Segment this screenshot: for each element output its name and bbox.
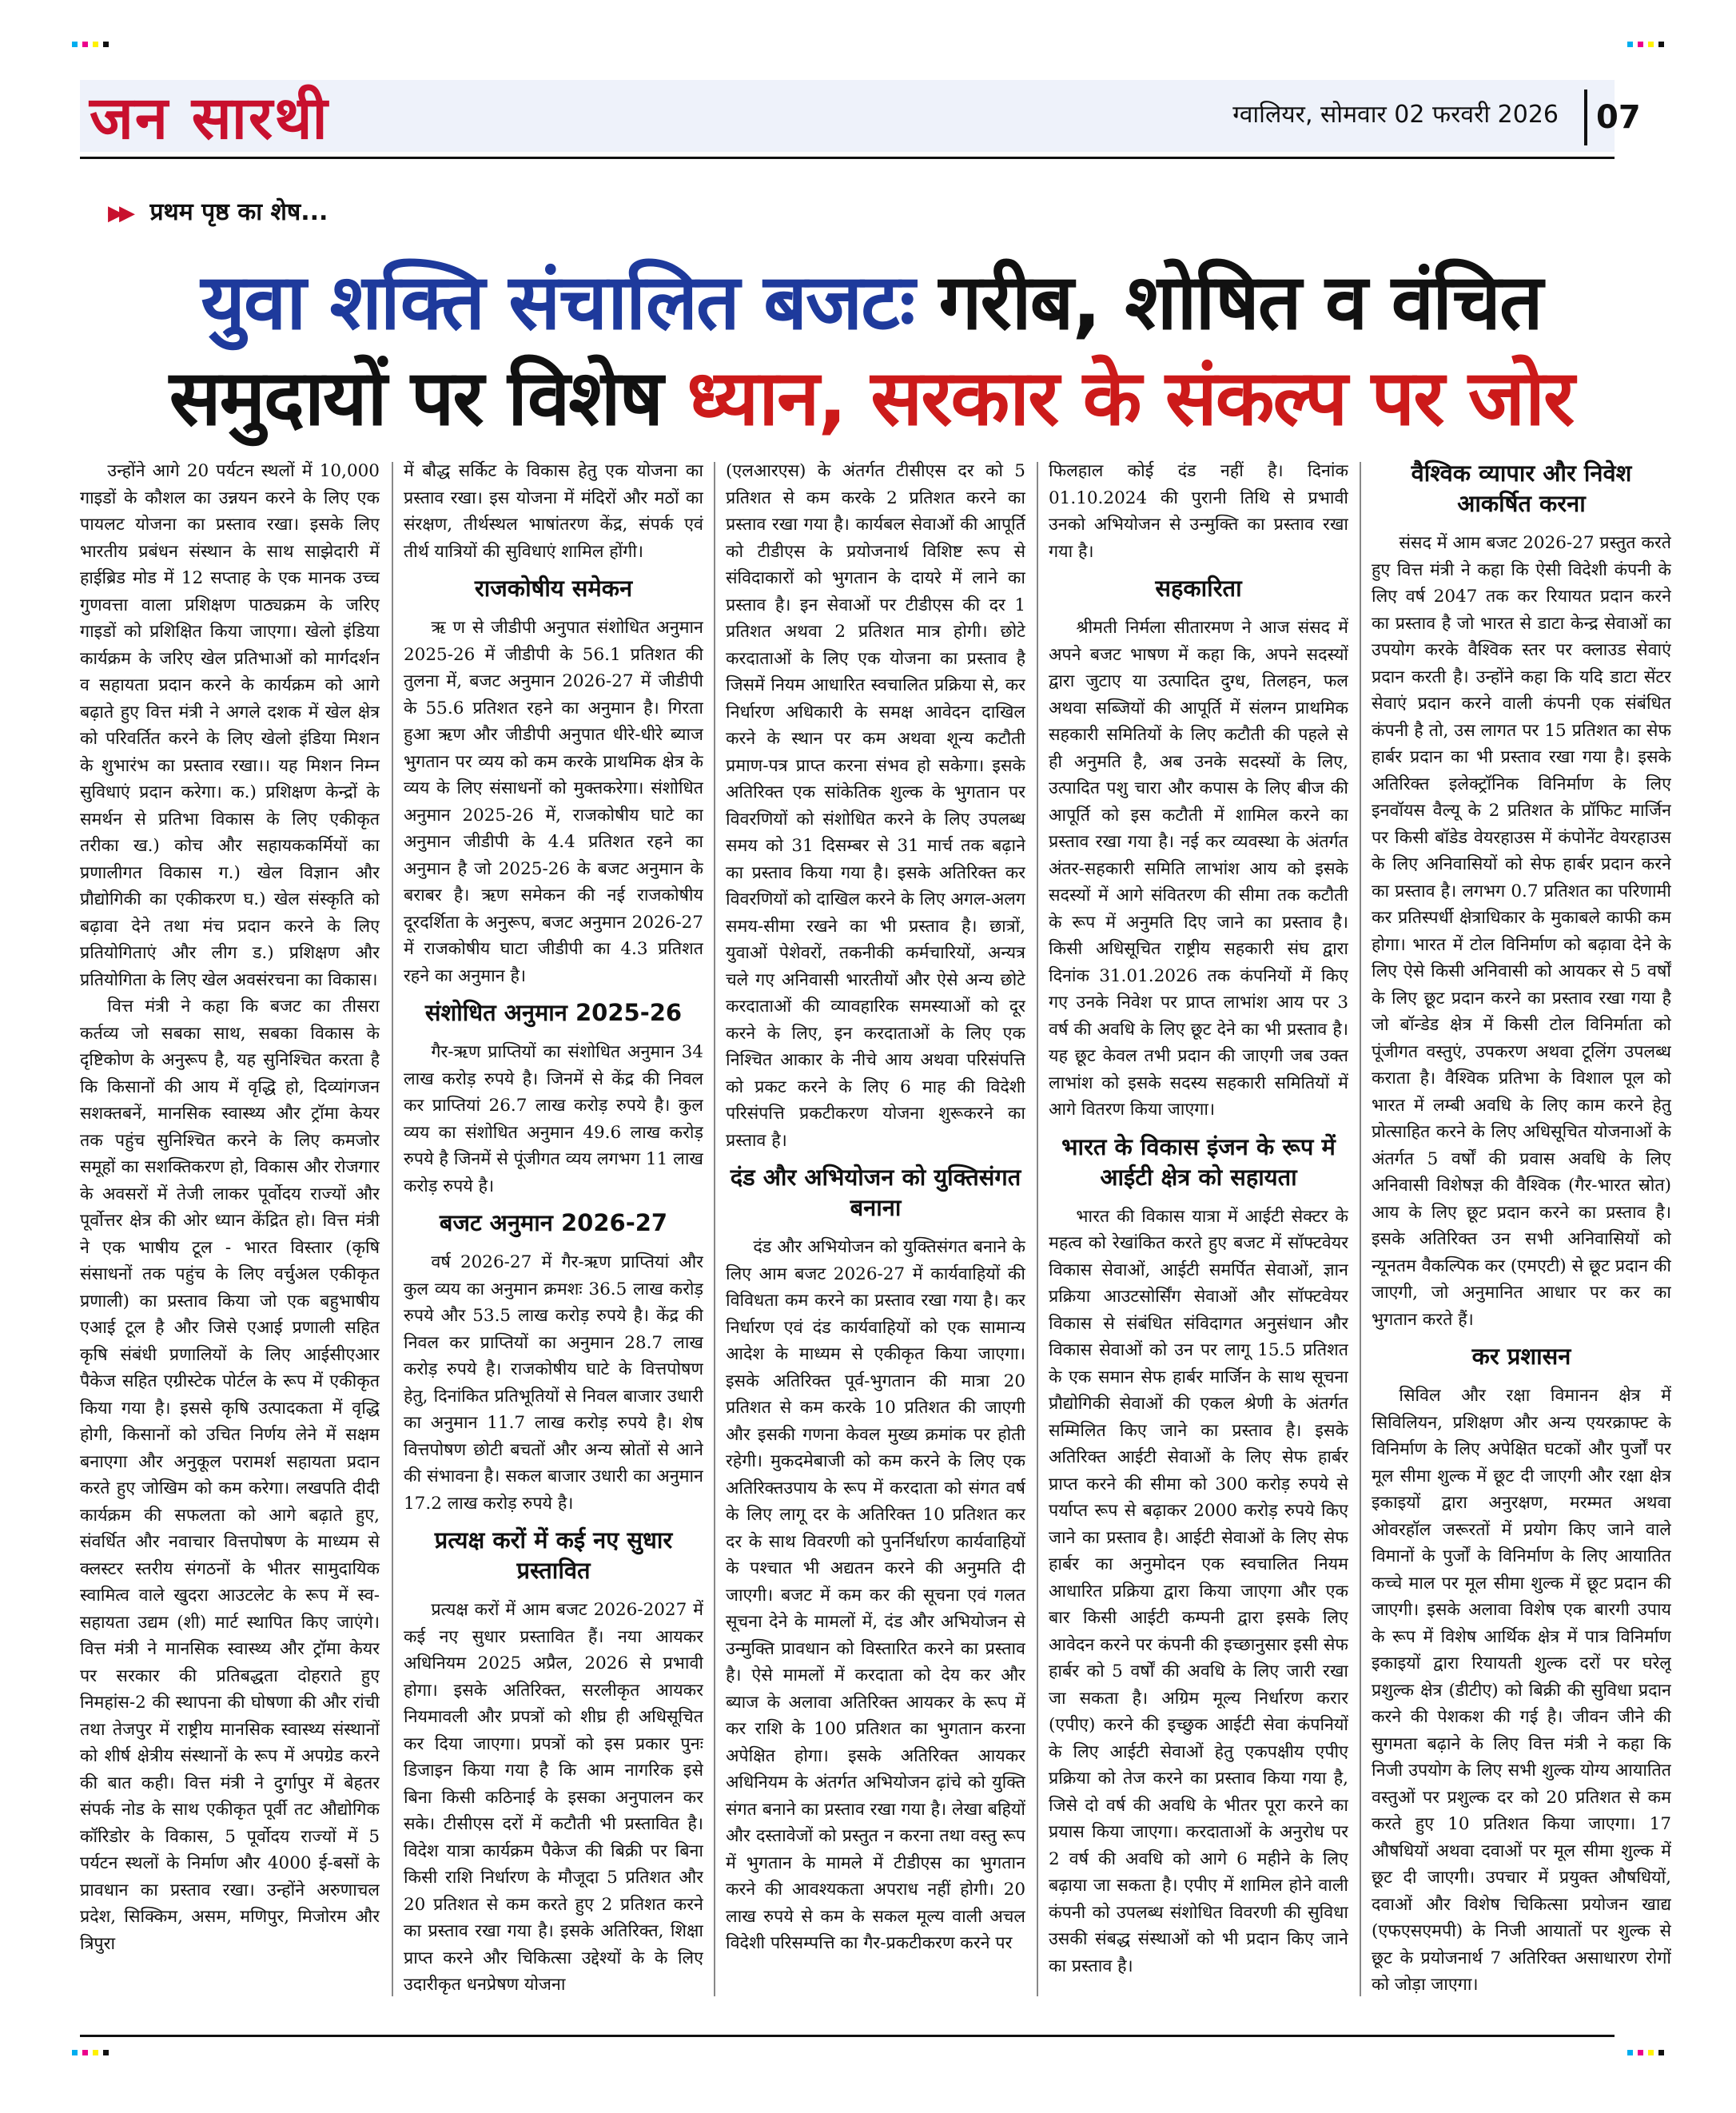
- paragraph: वर्ष 2026-27 में गैर-ऋण प्राप्तियां और कुल व्यय का अनुमान क्रमशः 36.5 लाख करोड़ रुपये और 53.5 लाख करोड़ रुपये है। केंद्र की निवल कर प्राप्तियों का अनुमान 28.7 लाख करोड़ रुपये है। राजकोषीय घाटे के वित्तपोषण हेतु, दिनांकित प्रतिभूतियों से निवल बाजार उधारी का अनुमान 11.7 लाख करोड़ रुपये है। शेष वित्तपोषण छोटी बचतों और अन्य स्रोतों से आने की संभावना है। सकल बाजार उधारी का अनुमान 17.2 लाख करोड़ रुपये है।: [404, 1252, 703, 1514]
- column-divider: [1360, 462, 1361, 1996]
- column-divider: [392, 462, 393, 1996]
- continuation-kicker: [108, 197, 328, 229]
- headline-part-blue: युवा शक्ति संचालित बजटः: [201, 257, 914, 347]
- registration-marks-bottom: [72, 2050, 1664, 2056]
- page-number: 07: [1596, 99, 1641, 136]
- subheading: बजट अनुमान 2026-27: [439, 1209, 668, 1236]
- paragraph: दंड और अभियोजन को युक्तिसंगत बनाने के लिए आम बजट 2026-27 में कार्यवाहियों की विविधता कम करने का प्रस्ताव रखा गया है। कर निर्धारण एवं दंड कार्यवाहियों को एक सामान्य आदेश के माध्यम से एकीकृत किया जाएगा। इसके अतिरिक्त पूर्व-भुगतान की मात्रा 20 प्रतिशत से कम करके 10 प्रतिशत की जाएगी और इसकी गणना केवल मुख्य क्रमांक पर होती रहेगी। मुकदमेबाजी को कम करने के लिए एक अतिरिक्तउपाय के रूप में करदाता को संगत वर्ष के लिए लागू दर के अतिरिक्त 10 प्रतिशत कर दर के साथ विवरणी को पुनर्निर्धारण कार्यवाहियों के पश्चात भी अद्यतन करने की अनुमति दी जाएगी। बजट में कम कर की सूचना एवं गलत सूचना देने के मामलों में, दंड और अभियोजन से उन्मुक्ति प्रावधान को विस्तारित करने का प्रस्ताव है। ऐसे मामलों में करदाता को देय कर और ब्याज के अलावा अतिरिक्त आयकर के रूप में कर राशि के 100 प्रतिशत का भुगतान करना अपेक्षित होगा। इसके अतिरिक्त आयकर अधिनियम के अंतर्गत अभियोजन ढ़ांचे को युक्ति संगत बनाने का प्रस्ताव रखा गया है। लेखा बहियों और दस्तावेजों को प्रस्तुत न करना तथा वस्तु रूप में भुगतान के मामले में टीडीएस का भुगतान करने की आवश्यकता अपराध नहीं होगी। 20 लाख रुपये से कम के सकल मूल्य वाली अचल विदेशी परिसम्पत्ति का गैर-प्रकटीकरण करने पर: [726, 1237, 1025, 1953]
- masthead-rule: [80, 157, 1615, 159]
- article-column-1: [80, 458, 380, 2000]
- paragraph: भारत की विकास यात्रा में आईटी सेक्टर के महत्व को रेखांकित करते हुए बजट में सॉफ्टवेयर विकास सेवाओं, आईटी समर्पित सेवाओं, ज्ञान प्रक्रिया आउटसोर्सिंग सेवाओं और सॉफ्टवेयर विकास से संबंधित संविदागत अनुसंधान और विकास सेवाओं को उन पर लागू 15.5 प्रतिशत के एक समान सेफ हार्बर मार्जिन के साथ सूचना प्रौद्योगिकी सेवाओं की एकल श्रेणी के अंतर्गत सम्मिलित किए जाने का प्रस्ताव है। इसके अतिरिक्त आईटी सेवाओं के लिए सेफ हार्बर प्राप्त करने की सीमा को 300 करोड़ रुपये से पर्याप्त रूप से बढ़ाकर 2000 करोड़ रुपये किए जाने का प्रस्ताव है। आईटी सेवाओं के लिए सेफ हार्बर का अनुमोदन एक स्वचालित नियम आधारित प्रक्रिया द्वारा किया जाएगा और एक बार किसी आईटी कम्पनी द्वारा इसके लिए आवेदन करने पर कंपनी की इच्छानुसार इसी सेफ हार्बर को 5 वर्षों की अवधि के लिए जारी रखा जा सकता है। अग्रिम मूल्य निर्धारण करार (एपीए) करने की इच्छुक आईटी सेवा कंपनियों के लिए आईटी सेवाओं हेतु एकपक्षीय एपीए प्रक्रिया को तेज करने का प्रस्ताव किया गया है, जिसे दो वर्ष की अवधि के भीतर पूरा करने का प्रयास किया जाएगा। करदाताओं के अनुरोध पर 2 वर्ष की अवधि को आगे 6 महीने के लिए बढ़ाया जा सकता है। एपीए में शामिल होने वाली कंपनी को उपलब्ध संशोधित विवरणी की सुविधा उसकी संबद्ध संस्थाओं को भी प्रदान किए जाने का प्रस्ताव है।: [1049, 1206, 1348, 1976]
- subheading: वैश्विक व्यापार और निवेश आकर्षित करना: [1411, 460, 1632, 517]
- subheading: राजकोषीय समेकन: [474, 575, 633, 602]
- paragraph: श्रीमती निर्मला सीतारमण ने आज संसद में अपने बजट भाषण में कहा कि, अपने सदस्यों द्वारा जुटाए या उत्पादित दुग्ध, तिलहन, फल अथवा सब्जियों की आपूर्ति में संलग्न प्राथमिक सहकारी समितियों के लिए कटौती की पहले से ही अनुमति है, अब उनके सदस्यों के लिए, उत्पादित पशु चारा और कपास के लिए बीज की आपूर्ति को इस कटौती में शामिल करने का प्रस्ताव रखा गया है। नई कर व्यवस्था के अंतर्गत अंतर-सहकारी समिति लाभांश आय को इसके सदस्यों में आगे संवितरण की सीमा तक कटौती के रूप में अनुमति दिए जाने का प्रस्ताव है। किसी अधिसूचित राष्ट्रीय सहकारी संघ द्वारा दिनांक 31.01.2026 तक कंपनियों में किए गए उनके निवेश पर प्राप्त लाभांश आय पर 3 वर्ष की अवधि के लिए छूट देने का भी प्रस्ताव है। यह छूट केवल तभी प्रदान की जाएगी जब उक्त लाभांश को इसके सदस्य सहकारी समितियों में आगे वितरण किया जाएगा।: [1049, 618, 1348, 1120]
- subheading: दंड और अभियोजन को युक्तिसंगत बनाना: [730, 1164, 1021, 1221]
- paragraph: प्रत्यक्ष करों में आम बजट 2026-2027 में कई नए सुधार प्रस्तावित हैं। नया आयकर अधिनियम 2025 अप्रैल, 2026 से प्रभावी होगा। इसके अतिरिक्त, सरलीकृत आयकर नियमावली और प्रपत्रों को शीघ्र ही अधिसूचित कर दिया जाएगा। प्रपत्रों को इस प्रकार पुनः डिजाइन किया गया है कि आम नागरिक इसे बिना किसी कठिनाई के इसका अनुपालन कर सके। टीसीएस दरों में कटौती भी प्रस्तावित है। विदेश यात्रा कार्यक्रम पैकेज की बिक्री पर बिना किसी राशि निर्धारण के मौजूदा 5 प्रतिशत और 20 प्रतिशत से कम करते हुए 2 प्रतिशत करने का प्रस्ताव रखा गया है। इसके अतिरिक्त, शिक्षा प्राप्त करने और चिकित्सा उद्देश्यों के के लिए उदारीकृत धनप्रेषण योजना: [404, 1600, 703, 1995]
- kicker-text: प्रथम पृष्ठ का शेष...: [149, 198, 328, 226]
- article-column-2: [404, 458, 703, 2000]
- paragraph: फिलहाल कोई दंड नहीं है। दिनांक 01.10.2024 की पुरानी तिथि से प्रभावी उनको अभियोजन से उन्मुक्ति का प्रस्ताव रखा गया है।: [1049, 461, 1348, 562]
- registration-marks-top: [72, 42, 1664, 48]
- headline-part-red: ध्यान, सरकार के संकल्प पर जोर: [687, 353, 1574, 443]
- column-divider: [714, 462, 715, 1996]
- page-number-divider: [1584, 90, 1587, 145]
- paragraph: वित्त मंत्री ने कहा कि बजट का तीसरा कर्तव्य जो सबका साथ, सबका विकास के दृष्टिकोण के अनुरूप है, यह सुनिश्चित करता है कि किसानों की आय में वृद्धि हो, दिव्यांगजन सशक्तबनें, मानसिक स्वास्थ्य और ट्रॉमा केयर तक पहुंच सुनिश्चित करने के लिए कमजोर समूहों का सशक्तिकरण हो, विकास और रोजगार के अवसरों में तेजी लाकर पूर्वोदय राज्यों और पूर्वोत्तर क्षेत्र की ओर ध्यान केंद्रित हो। वित्त मंत्री ने एक भाषीय टूल - भारत विस्तार (कृषि संसाधनों तक पहुंच के लिए वर्चुअल एकीकृत प्रणाली) का प्रस्ताव किया जो एक बहुभाषीय एआई टूल है और जिसे एआई प्रणाली सहित कृषि संबंधी प्रणालियों के लिए आईसीएआर पैकेज सहित एग्रीस्टेक पोर्टल के रूप में एकीकृत किया गया है। इससे कृषि उत्पादकता में वृद्धि होगी, किसानों को उचित निर्णय लेने में सक्षम बनाएगा और अनुकूल परामर्श सहायता प्रदान करते हुए जोखिम को कम करेगा। लखपति दीदी कार्यक्रम की सफलता को आगे बढ़ाते हुए, संवर्धित और नवाचार वित्तपोषण के माध्यम से क्लस्टर स्तरीय संगठनों के भीतर सामुदायिक स्वामित्व वाले खुदरा आउटलेट के रूप में स्व-सहायता उद्यम (शी) मार्ट स्थापित किए जाएंगे। वित्त मंत्री ने मानसिक स्वास्थ्य और ट्रॉमा केयर पर सरकार की प्रतिबद्धता दोहराते हुए निमहांस-2 की स्थापना की घोषणा की और रांची तथा तेजपुर में राष्ट्रीय मानसिक स्वास्थ्य संस्थानों को शीर्ष क्षेत्रीय संस्थानों के रूप में अपग्रेड करने की बात कही। वित्त मंत्री ने दुर्गापुर में बेहतर संपर्क नोड के साथ एकीकृत पूर्वी तट औद्योगिक कॉरिडोर के विकास, 5 पूर्वोदय राज्यों में 5 पर्यटन स्थलों के निर्माण और 4000 ई-बसों के प्रावधान का प्रस्ताव रखा। उन्होंने अरुणाचल प्रदेश, सिक्किम, असम, मणिपुर, मिजोरम और त्रिपुरा: [80, 997, 380, 1954]
- newspaper-logo: जन सारथी: [90, 84, 329, 153]
- subheading: सहकारिता: [1155, 575, 1242, 602]
- paragraph: (एलआरएस) के अंतर्गत टीसीएस दर को 5 प्रतिशत से कम करके 2 प्रतिशत करने का प्रस्ताव रखा गया है। कार्यबल सेवाओं की आपूर्ति को टीडीएस के प्रयोजनार्थ विशिष्ट रूप से संविदाकारों को भुगतान के दायरे में लाने का प्रस्ताव है। इन सेवाओं पर टीडीएस की दर 1 प्रतिशत अथवा 2 प्रतिशत मात्र होगी। छोटे करदाताओं के लिए एक योजना का प्रस्ताव है जिसमें नियम आधारित स्वचालित प्रक्रिया से, कर निर्धारण अधिकारी के समक्ष आवेदन दाखिल करने के स्थान पर कम अथवा शून्य कटौती प्रमाण-पत्र प्राप्त करना संभव हो सकेगा। इसके अतिरिक्त एक सांकेतिक शुल्क के भुगतान पर विवरणियों को संशोधित करने के लिए उपलब्ध समय को 31 दिसम्बर से 31 मार्च तक बढ़ाने का प्रस्ताव किया गया है। इसके अतिरिक्त कर विवरणियों को दाखिल करने के लिए अगल-अलग समय-सीमा रखने का भी प्रस्ताव है। छात्रों, युवाओं पेशेवरों, तकनीकी कर्मचारियों, अन्यत्र चले गए अनिवासी भारतीयों और ऐसे अन्य छोटे करदाताओं की व्यावहारिक समस्याओं को दूर करने के लिए, इन करदाताओं के लिए एक निश्चित आकार के नीचे आय अथवा परिसंपत्ति को प्रकट करने के लिए 6 माह की विदेशी परिसंपत्ति प्रकटीकरण योजना शुरूकरने का प्रस्ताव है।: [726, 461, 1025, 1151]
- paragraph: गैर-ऋण प्राप्तियों का संशोधित अनुमान 34 लाख करोड़ रुपये है। जिनमें से केंद्र की निवल कर प्राप्तियां 26.7 लाख करोड़ रुपये है। कुल व्यय का संशोधित अनुमान 49.6 लाख करोड़ रुपये है जिनमें से पूंजीगत व्यय लगभग 11 लाख करोड़ रुपये है।: [404, 1042, 703, 1196]
- article-column-4: [1049, 458, 1348, 2000]
- column-divider: [1037, 462, 1038, 1996]
- double-chevron-right-icon: ▶▶: [108, 201, 130, 225]
- paragraph: में बौद्ध सर्किट के विकास हेतु एक योजना का प्रस्ताव रखा। इस योजना में मंदिरों और मठों का संरक्षण, तीर्थस्थल भाषांतरण केंद्र, संपर्क एवं तीर्थ यात्रियों की सुविधाएं शामिल होंगी।: [404, 461, 703, 562]
- paragraph: ऋ ण से जीडीपी अनुपात संशोधित अनुमान 2025-26 में जीडीपी के 56.1 प्रतिशत की तुलना में, बजट अनुमान 2026-27 में जीडीपी के 55.6 प्रतिशत रहने का अनुमान है। गिरता हुआ ऋण और जीडीपी अनुपात धीरे-धीरे ब्याज भुगतान पर व्यय को कम करके प्राथमिक क्षेत्र के व्यय के लिए संसाधनों को मुक्तकरेगा। संशोधित अनुमान 2025-26 में, राजकोषीय घाटे का अनुमान जीडीपी के 4.4 प्रतिशत रहने का अनुमान है जो 2025-26 के बजट अनुमान के बराबर है। ऋण समेकन की नई राजकोषीय दूरदर्शिता के अनुरूप, बजट अनुमान 2026-27 में राजकोषीय घाटा जीडीपी का 4.3 प्रतिशत रहने का अनुमान है।: [404, 618, 703, 986]
- headline-part-black: गरीब, शोषित व वंचित: [938, 257, 1542, 347]
- paragraph: उन्होंने आगे 20 पर्यटन स्थलों में 10,000 गाइडों के कौशल का उन्नयन करने के लिए एक पायलट योजना का प्रस्ताव रखा। इसके लिए भारतीय प्रबंधन संस्थान के साथ साझेदारी में हाईब्रिड मोड में 12 सप्ताह के एक मानक उच्च गुणवत्ता वाला प्रशिक्षण पाठ्यक्रम के जरिए गाइडों को प्रशिक्षित किया जाएगा। खेलो इंडिया कार्यक्रम के जरिए खेल प्रतिभाओं को मार्गदर्शन व सहायता प्रदान करने के कार्यक्रम को आगे बढ़ाते हुए वित्त मंत्री ने अगले दशक में खेल क्षेत्र को परिवर्तित करने के लिए खेलो इंडिया मिशन के शुभारंभ का प्रस्ताव रखा।। यह मिशन निम्न सुविधाएं प्रदान करेगा। क.) प्रशिक्षण केन्द्रों के समर्थन से प्रतिभा विकास के लिए एकीकृत तरीका ख.) कोच और सहायककर्मियों का प्रणालीगत विकास ग.) खेल विज्ञान और प्रौद्योगिकी का एकीकरण घ.) खेल संस्कृति को बढ़ावा देने तथा मंच प्रदान करने के लिए प्रतियोगिताएं और लीग ड.) प्रशिक्षण और प्रतियोगिता के लिए खेल अवसंरचना का विकास।: [80, 461, 380, 990]
- headline-line-1: [84, 254, 1658, 350]
- article-column-5: [1372, 458, 1671, 2000]
- headline-line-2: [84, 350, 1658, 446]
- subheading: कर प्रशासन: [1471, 1343, 1571, 1370]
- paragraph: सिविल और रक्षा विमानन क्षेत्र में सिविलियन, प्रशिक्षण और अन्य एयरक्राफ्ट के विनिर्माण के लिए अपेक्षित घटकों और पुर्जों पर मूल सीमा शुल्क में छूट दी जाएगी और रक्षा क्षेत्र इकाइयों द्वारा अनुरक्षण, मरम्मत अथवा ओवरहॉल जरूरतों में प्रयोग किए जाने वाले विमानों के पुर्जों के विनिर्माण के लिए आयातित कच्चे माल पर मूल सीमा शुल्क में छूट प्रदान की जाएगी। इसके अलावा विशेष एक बारगी उपाय के रूप में विशेष आर्थिक क्षेत्र में पात्र विनिर्माण इकाइयों द्वारा रियायती शुल्क दरों पर घरेलू प्रशुल्क क्षेत्र (डीटीए) को बिक्री की सुविधा प्रदान करने की पेशकश की गई है। जीवन जीने की सुगमता बढ़ाने के लिए वित्त मंत्री ने कहा कि निजी उपयोग के लिए सभी शुल्क योग्य आयातित वस्तुओं पर प्रशुल्क दर को 20 प्रतिशत से कम करते हुए 10 प्रतिशत किया जाएगा। 17 औषधियों अथवा दवाओं पर मूल सीमा शुल्क में छूट दी जाएगी। उपचार में प्रयुक्त औषधियों, दवाओं और विशेष चिकित्सा प्रयोजन खाद्य (एफएसएमपी) के निजी आयातों पर शुल्क से छूट के प्रयोजनार्थ 7 अतिरिक्त असाधारण रोगों को जोड़ा जाएगा।: [1372, 1386, 1671, 1995]
- subheading: भारत के विकास इंजन के रूप में आईटी क्षेत्र को सहायता: [1061, 1132, 1336, 1191]
- footer-rule: [80, 2035, 1615, 2037]
- headline-part-black-2: समुदायों पर विशेष: [169, 353, 663, 443]
- dateline: ग्वालियर, सोमवार 02 फरवरी 2026: [1232, 101, 1559, 129]
- subheading: संशोधित अनुमान 2025-26: [424, 999, 683, 1026]
- subheading: प्रत्यक्ष करों में कई नए सुधार प्रस्तावित: [434, 1526, 673, 1584]
- article-column-3: [726, 458, 1025, 2000]
- paragraph: संसद में आम बजट 2026-27 प्रस्तुत करते हुए वित्त मंत्री ने कहा कि ऐसी विदेशी कंपनी के लिए वर्ष 2047 तक कर रियायत प्रदान करने का प्रस्ताव है जो भारत से डाटा केन्द्र सेवाओं का उपयोग करके वैश्विक स्तर पर क्लाउड सेवाएं प्रदान करती है। उन्होंने कहा कि यदि डाटा सेंटर सेवाएं प्रदान करने वाली कंपनी एक संबंधित कंपनी है तो, उस लागत पर 15 प्रतिशत का सेफ हार्बर प्रदान का भी प्रस्ताव रखा गया है। इसके अतिरिक्त इलेक्ट्रॉनिक विनिर्माण के लिए इनवॉयस वैल्यू के 2 प्रतिशत के प्रॉफिट मार्जिन पर किसी बॉडेड वेयरहाउस में कंपोनेंट वेयरहाउस के लिए अनिवासियों को सेफ हार्बर प्रदान करने का प्रस्ताव है। लगभग 0.7 प्रतिशत का परिणामी कर प्रतिस्पर्धी क्षेत्राधिकार के मुकाबले काफी कम होगा। भारत में टोल विनिर्माण को बढ़ावा देने के लिए ऐसे किसी अनिवासी को आयकर से 5 वर्षों के लिए छूट प्रदान करने का प्रस्ताव रखा गया है जो बॉन्डेड क्षेत्र में किसी टोल विनिर्माता को पूंजीगत वस्तुएं, उपकरण अथवा टूलिंग उपलब्ध कराता है। वैश्विक प्रतिभा के विशाल पूल को भारत में लम्बी अवधि के लिए काम करने हेतु प्रोत्साहित करने के लिए अधिसूचित योजनाओं के अंतर्गत 5 वर्षों की प्रवास अवधि के लिए अनिवासी विशेषज्ञ की वैश्विक (गैर-भारत स्रोत) आय के लिए छूट प्रदान करने का प्रस्ताव है। इसके अतिरिक्त उन सभी अनिवासियों को न्यूनतम वैकल्पिक कर (एमएटी) से छूट प्रदान की जाएगी, जो अनुमानित आधार पर कर का भुगतान करते हैं।: [1372, 533, 1671, 1330]
